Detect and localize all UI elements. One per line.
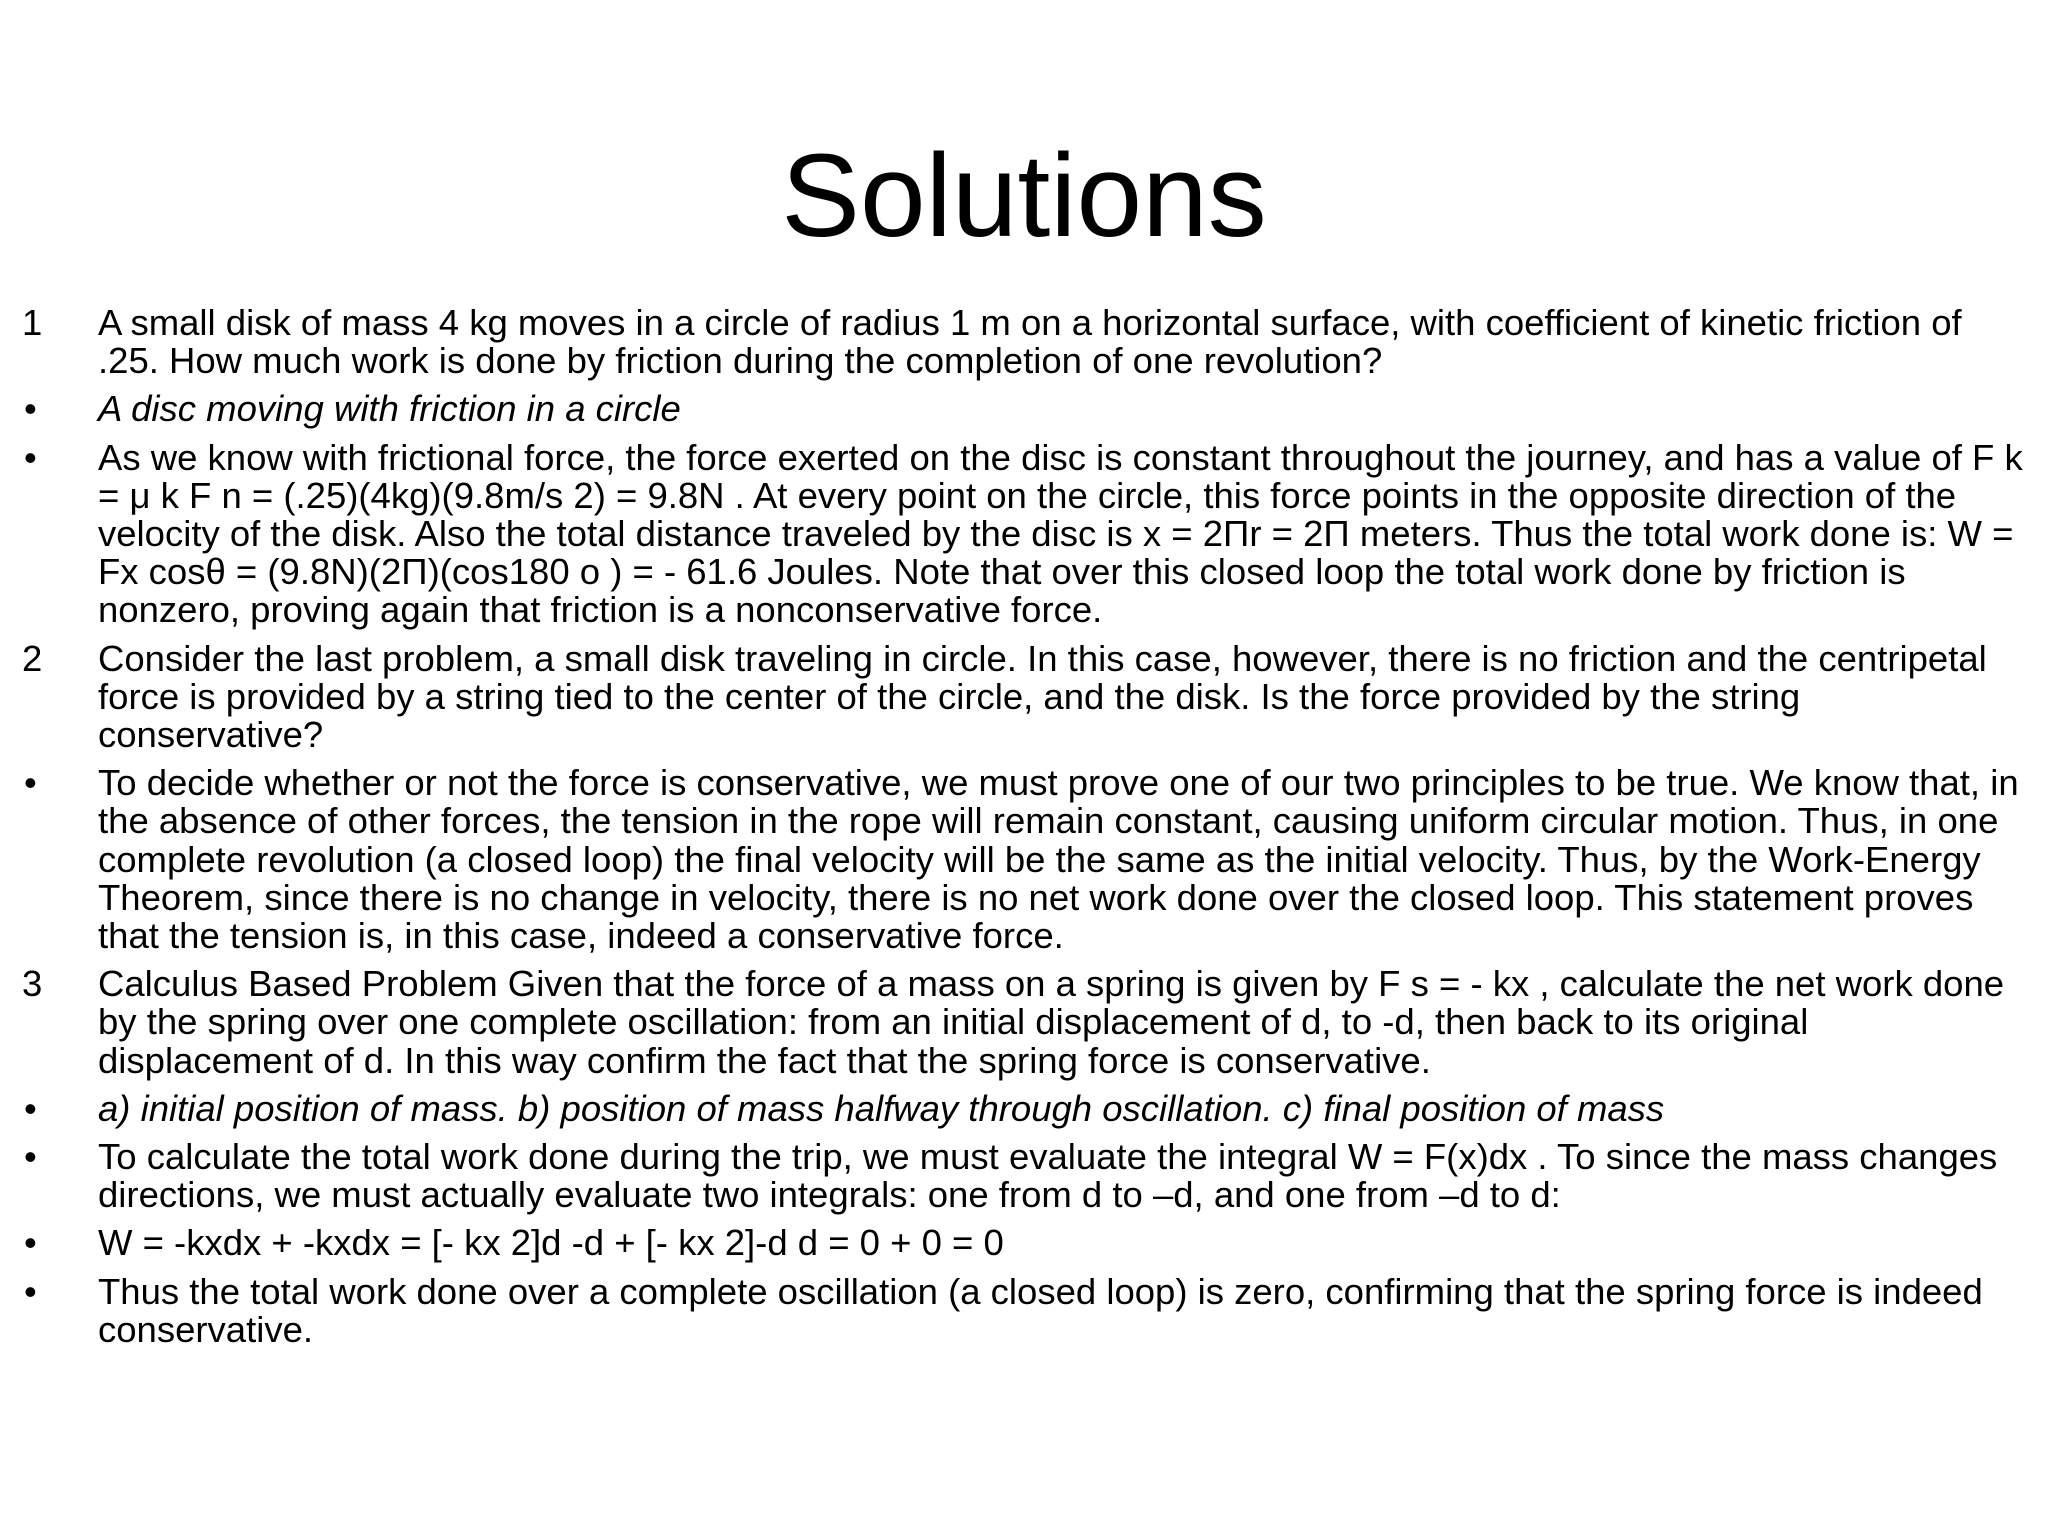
content-list (0, 304, 2048, 1359)
item-text: A small disk of mass 4 kg moves in a circle of radius 1 m on a horizontal surface, with coefficient of kinetic friction of .25. How much work is done by friction during the completion of one revolution? (98, 302, 1962, 382)
bullet-marker: • (24, 436, 37, 478)
bullet-marker: • (24, 1222, 37, 1264)
item-text: Consider the last problem, a small disk traveling in circle. In this case, however, there is no friction and the centripetal force is provided by a string tied to the center of the circle, and the disk. Is the force provided by the string conservative? (98, 637, 1987, 756)
item-number: 3 (22, 963, 43, 1005)
list-item (0, 1224, 2048, 1262)
item-text: To decide whether or not the force is conservative, we must prove one of our two principles to be true. We know that, in the absence of other forces, the tension in the rope will remain constant, causing uniform circular motion. Thus, in one complete revolution (a closed loop) the final velocity will be the same as the initial velocity. Thus, by the Work-Energy Theorem, since there is no change in velocity, there is no net work done over the closed loop. This statement proves that the tension is, in this case, indeed a conservative force. (98, 762, 2019, 957)
list-item (0, 390, 2048, 428)
bullet-marker: • (24, 762, 37, 804)
list-item (0, 1138, 2048, 1214)
bullet-marker: • (24, 1270, 37, 1312)
list-item (0, 764, 2048, 955)
item-text: Thus the total work done over a complete oscillation (a closed loop) is zero, confirming that the spring force is indeed conservative. (98, 1270, 1983, 1350)
list-item (0, 965, 2048, 1080)
slide-title: Solutions (781, 130, 1267, 262)
list-item (0, 304, 2048, 380)
item-number: 1 (22, 302, 43, 343)
item-text: W = -kxdx + -kxdx = [- kx 2]d -d + [- kx 2]-d d = 0 + 0 = 0 (98, 1222, 1004, 1264)
item-number: 2 (22, 637, 43, 679)
item-text: To calculate the total work done during the trip, we must evaluate the integral W = F(x)dx . To since the mass changes directions, we must actually evaluate two integrals: one from d to –d, and one from –d to d: (98, 1136, 1998, 1216)
item-text: A disc moving with friction in a circle (98, 388, 681, 430)
item-text: a) initial position of mass. b) position of mass halfway through oscillation. c) final position of mass (98, 1087, 1665, 1129)
list-item (0, 436, 2048, 631)
list-item (0, 637, 2048, 756)
bullet-marker: • (24, 388, 37, 430)
list-item (0, 1087, 2048, 1129)
bullet-marker: • (24, 1087, 37, 1129)
item-text: As we know with frictional force, the force exerted on the disc is constant throughout the journey, and has a value of F k = μ k F n = (.25)(4kg)(9.8m/s 2) = 9.8N . At every point on the circle, this force points in the opposite direction of the velocity of the disk. Also the total distance traveled by the disc is x = 2Πr = 2Π meters. Thus the total work done is: W = Fx cosθ = (9.8N)(2Π)(cos180 o ) = - 61.6 Joules. Note that over this closed loop the total work done by friction is nonzero, proving again that friction is a nonconservative force. (98, 436, 2023, 631)
bullet-marker: • (24, 1136, 37, 1178)
item-text: Calculus Based Problem Given that the force of a mass on a spring is given by F s = - kx , calculate the net work done by the spring over one complete oscillation: from an initial displacement of d, to -d, then back to its original displacement of d. In this way confirm the fact that the spring force is conservative. (98, 963, 2005, 1081)
list-item (0, 1270, 2048, 1350)
